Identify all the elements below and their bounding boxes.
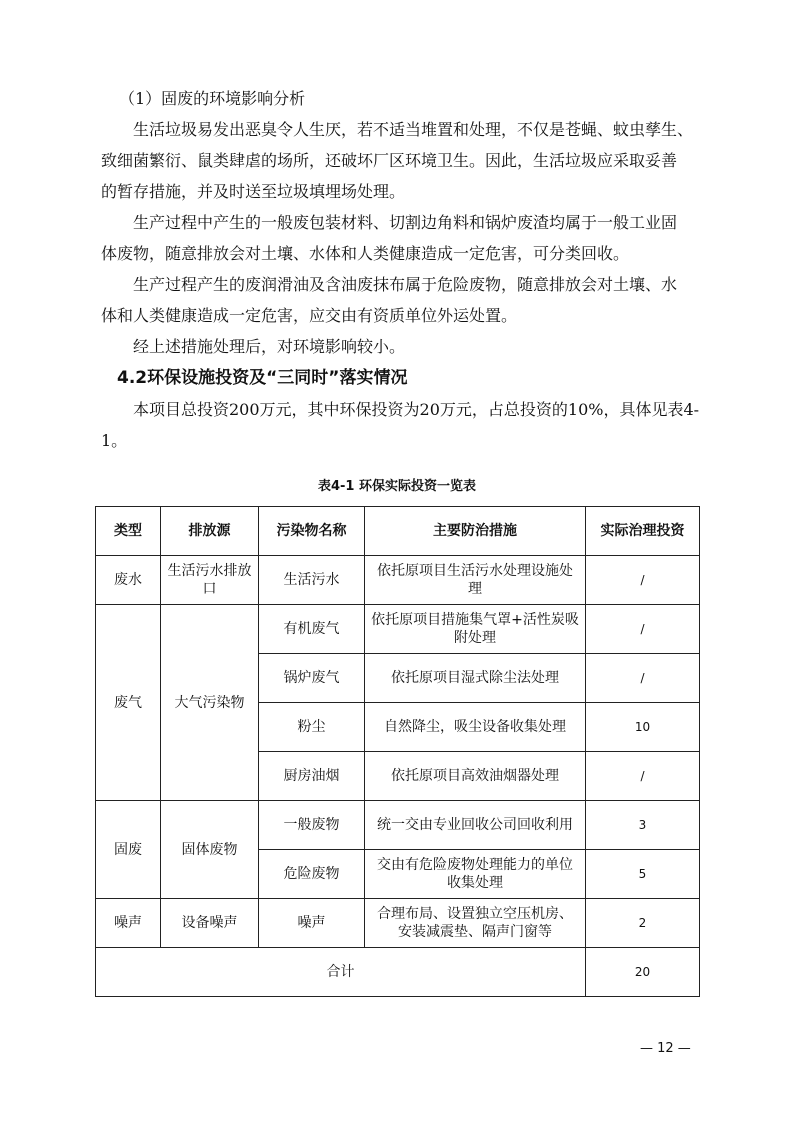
total-value: 20	[586, 948, 700, 997]
column-header-measure: 主要防治措施	[365, 507, 586, 556]
pollutant-cell: 生活污水	[259, 556, 365, 605]
investment-cell: 3	[586, 801, 700, 850]
paragraph-hazardous-waste-line: 生产过程产生的废润滑油及含油废抹布属于危险废物，随意排放会对土壤、水	[133, 275, 678, 294]
table-total-row	[96, 948, 700, 997]
measure-cell: 交由有危险废物处理能力的单位收集处理	[365, 850, 586, 899]
measure-cell: 自然降尘，吸尘设备收集处理	[365, 703, 586, 752]
paragraph-general-waste-line: 体废物，随意排放会对土壤、水体和人类健康造成一定危害，可分类回收。	[101, 244, 630, 263]
table-row	[96, 605, 700, 654]
pollutant-cell: 有机废气	[259, 605, 365, 654]
pollutant-cell: 粉尘	[259, 703, 365, 752]
table-row	[96, 801, 700, 850]
paragraph-garbage-line: 生活垃圾易发出恶臭令人生厌，若不适当堆置和处理，不仅是苍蝇、蚊虫孳生、	[133, 120, 694, 139]
type-cell: 废水	[96, 556, 161, 605]
type-cell: 固废	[96, 801, 161, 899]
pollutant-cell: 危险废物	[259, 850, 365, 899]
source-cell: 固体废物	[161, 801, 259, 899]
column-header-source: 排放源	[161, 507, 259, 556]
type-cell: 废气	[96, 605, 161, 801]
investment-table	[95, 506, 700, 997]
subsection-heading: （1）固废的环境影响分析	[119, 89, 306, 108]
pollutant-cell: 厨房油烟	[259, 752, 365, 801]
source-cell: 生活污水排放口	[161, 556, 259, 605]
paragraph-investment-line: 本项目总投资200万元，其中环保投资为20万元，占总投资的10%，具体见表4-	[133, 400, 700, 419]
section-heading: 4.2环保设施投资及“三同时”落实情况	[117, 368, 408, 388]
total-label: 合计	[96, 948, 586, 997]
measure-cell: 依托原项目湿式除尘法处理	[365, 654, 586, 703]
column-header-type: 类型	[96, 507, 161, 556]
source-cell: 设备噪声	[161, 899, 259, 948]
table-row	[96, 899, 700, 948]
column-header-investment: 实际治理投资	[586, 507, 700, 556]
pollutant-cell: 锅炉废气	[259, 654, 365, 703]
page-body	[101, 83, 700, 456]
investment-cell: /	[586, 752, 700, 801]
column-header-pollutant: 污染物名称	[259, 507, 365, 556]
type-cell: 噪声	[96, 899, 161, 948]
measure-cell: 统一交由专业回收公司回收利用	[365, 801, 586, 850]
table-header-row	[96, 507, 700, 556]
investment-cell: /	[586, 605, 700, 654]
paragraph-general-waste-line: 生产过程中产生的一般废包装材料、切割边角料和锅炉废渣均属于一般工业固	[133, 213, 678, 232]
measure-cell: 依托原项目高效油烟器处理	[365, 752, 586, 801]
investment-cell: 5	[586, 850, 700, 899]
paragraph-conclusion: 经上述措施处理后，对环境影响较小。	[133, 337, 406, 356]
table-row	[96, 556, 700, 605]
pollutant-cell: 噪声	[259, 899, 365, 948]
paragraph-investment-line: 1。	[101, 431, 128, 450]
investment-cell: 10	[586, 703, 700, 752]
investment-cell: 2	[586, 899, 700, 948]
investment-cell: /	[586, 654, 700, 703]
paragraph-garbage-line: 的暂存措施，并及时送至垃圾填埋场处理。	[101, 182, 406, 201]
paragraph-hazardous-waste-line: 体和人类健康造成一定危害，应交由有资质单位外运处置。	[101, 306, 518, 325]
source-cell: 大气污染物	[161, 605, 259, 801]
page-number: — 12 —	[640, 1041, 691, 1056]
measure-cell: 依托原项目措施集气罩+活性炭吸附处理	[365, 605, 586, 654]
investment-cell: /	[586, 556, 700, 605]
paragraph-garbage-line: 致细菌繁衍、鼠类肆虐的场所，还破坏厂区环境卫生。因此，生活垃圾应采取妥善	[101, 151, 678, 170]
pollutant-cell: 一般废物	[259, 801, 365, 850]
table-caption: 表4-1 环保实际投资一览表	[317, 479, 476, 494]
measure-cell: 合理布局、设置独立空压机房、安装减震垫、隔声门窗等	[365, 899, 586, 948]
measure-cell: 依托原项目生活污水处理设施处理	[365, 556, 586, 605]
